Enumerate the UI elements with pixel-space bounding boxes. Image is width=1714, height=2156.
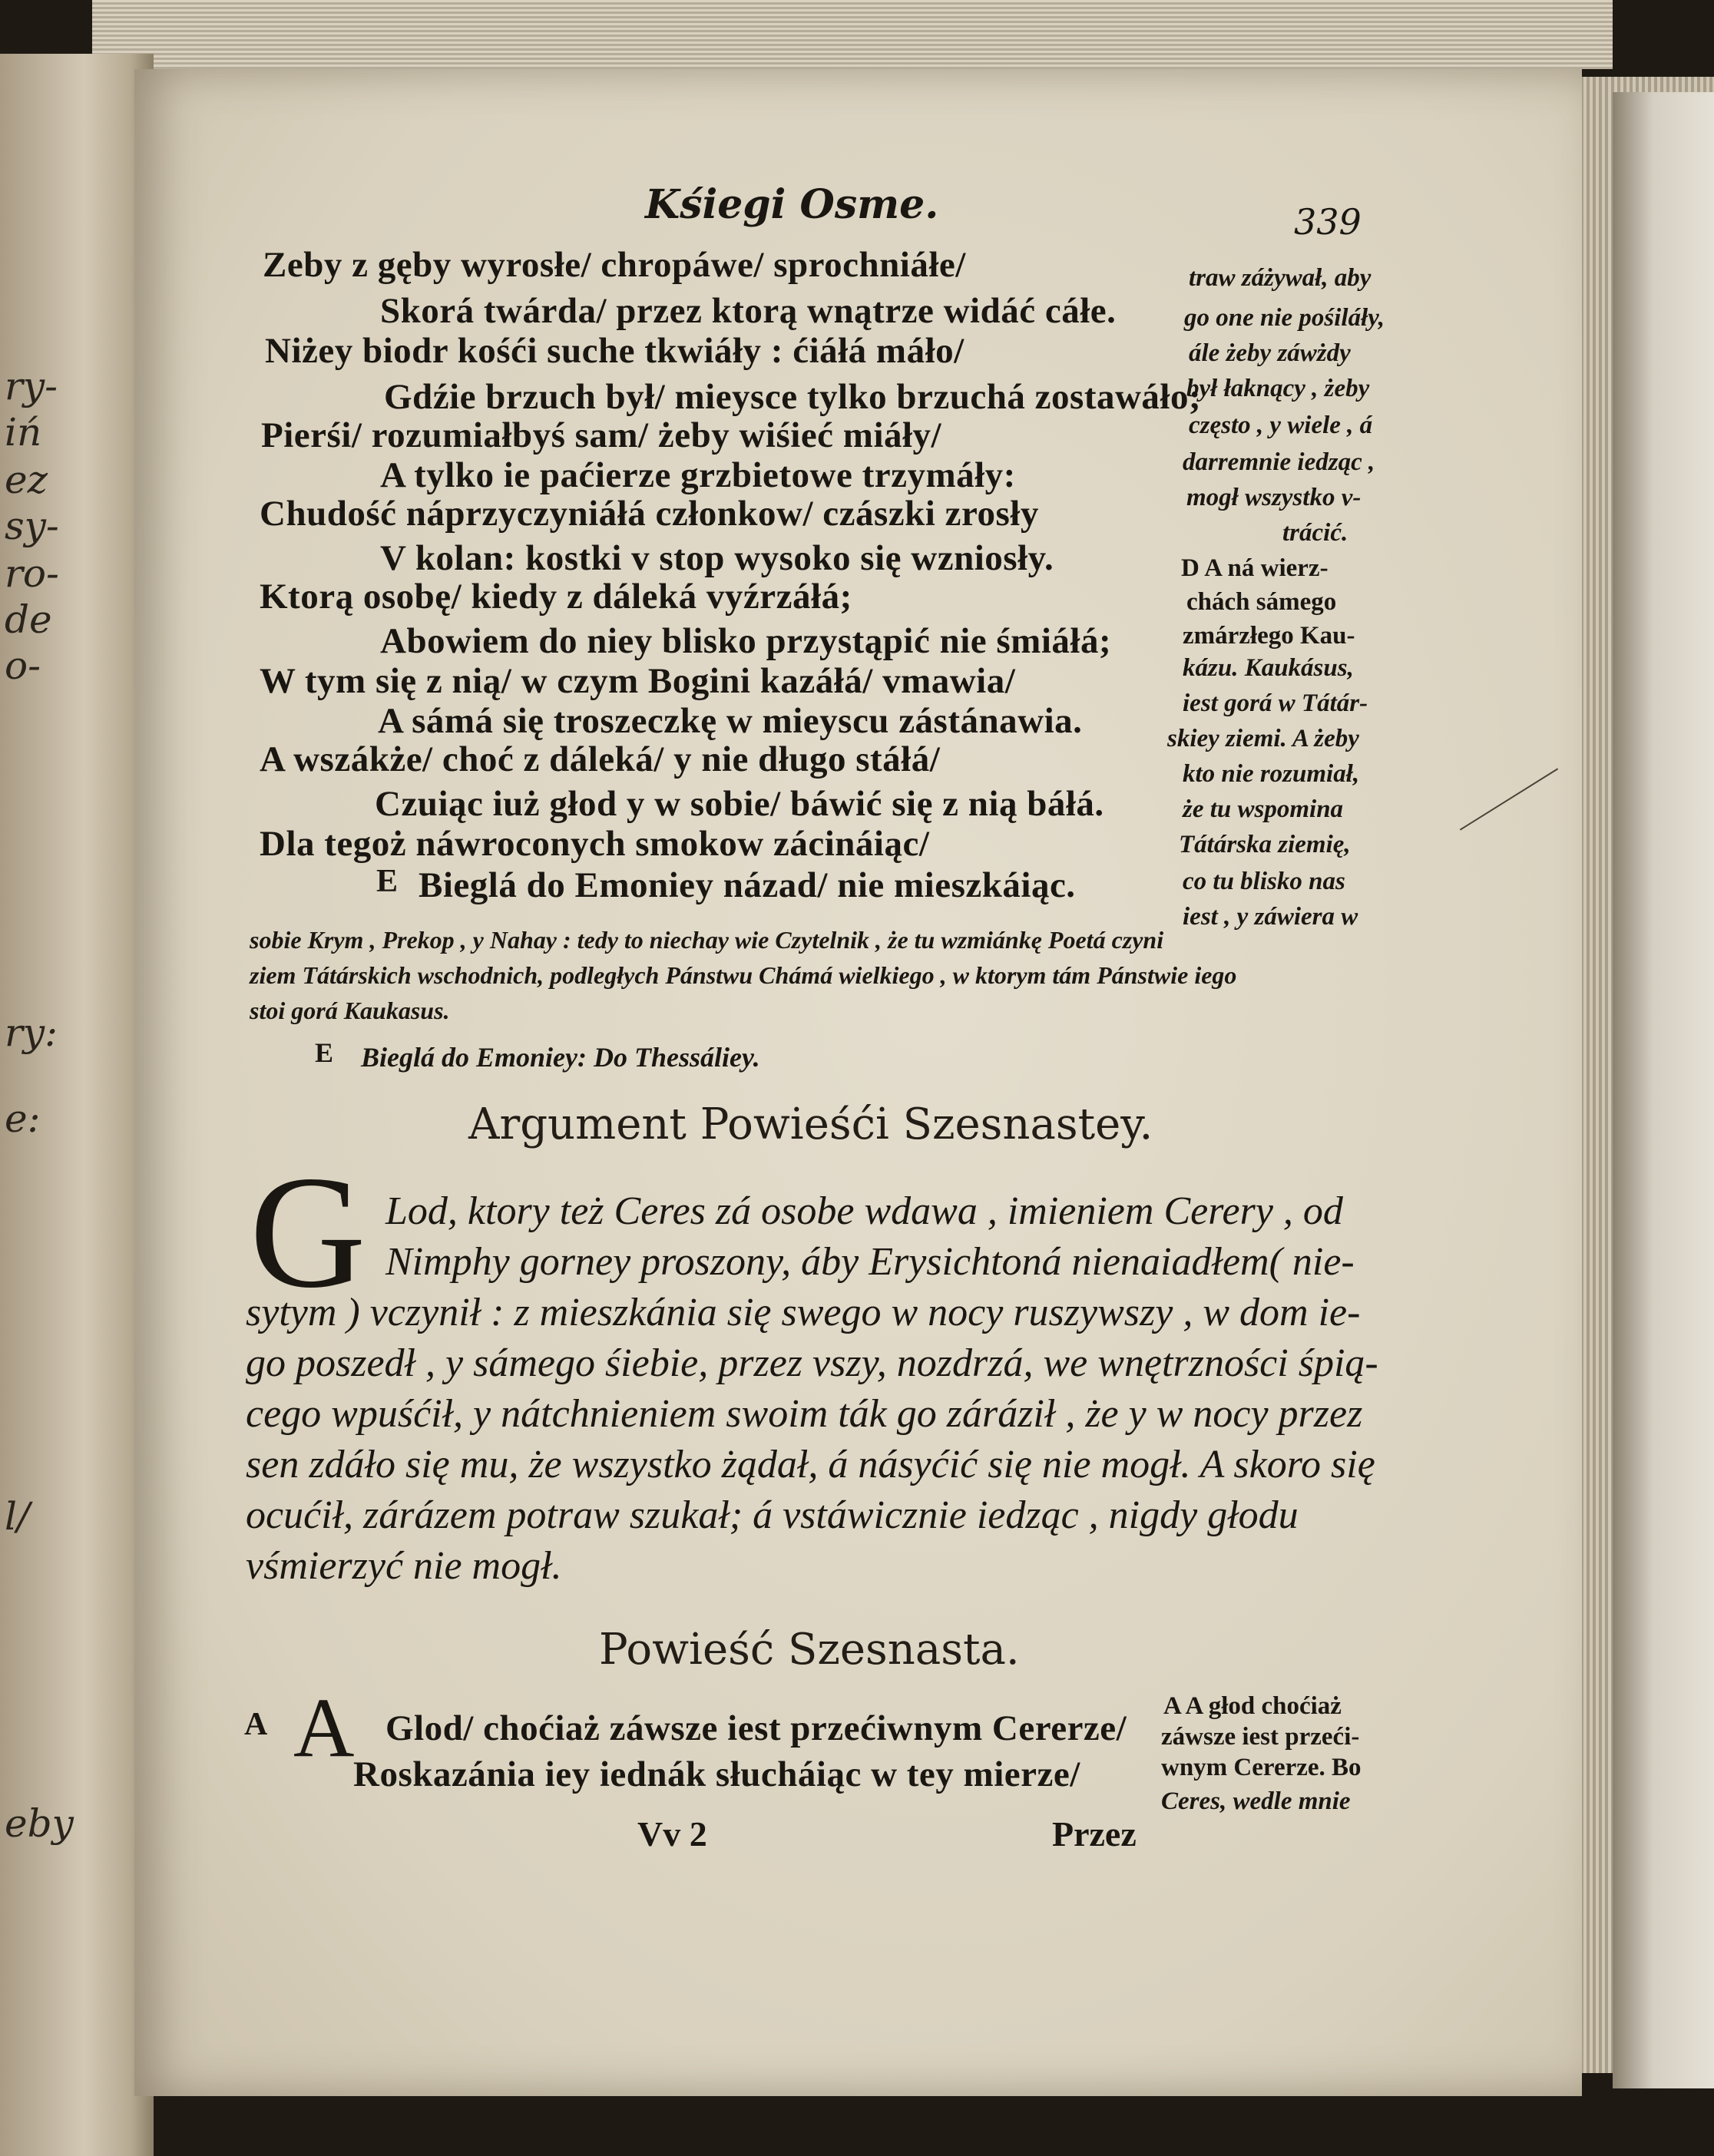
book-top-edge [92, 0, 1613, 69]
margin-note: iest , y záwiera w [1183, 903, 1358, 931]
margin-note: chách sámego [1186, 588, 1337, 616]
left-fragment: iń [5, 410, 42, 455]
tale-margin-note: záwsze iest przeći- [1161, 1723, 1360, 1751]
book-cover-edge [1613, 92, 1714, 2088]
margin-note: kto nie rozumiał, [1183, 760, 1360, 788]
margin-note: był łaknący , żeby [1186, 375, 1370, 402]
margin-note: mogł wszystko v- [1186, 484, 1362, 511]
margin-note: co tu blisko nas [1183, 868, 1345, 895]
argument-line: sytym ) vczynił : z mieszkánia się swego w nocy ruszywszy , w dom ie- [246, 1291, 1361, 1334]
argument-line: sen zdáło się mu, że wszystko żądał, á násyćić się nie mogł. A skoro się [246, 1443, 1375, 1486]
left-fragment: o- [5, 643, 41, 688]
tale-drop-cap: A [293, 1681, 355, 1774]
tale-heading: Powieść Szesnasta. [599, 1625, 1020, 1675]
verse-line: A tylko ie paćierze grzbietowe trzymáły: [380, 455, 1016, 495]
page-number: 339 [1294, 201, 1362, 243]
left-fragment: sy- [5, 504, 59, 548]
verse-line: V kolan: kostki v stop wysoko się wzniosły. [380, 538, 1054, 578]
margin-note: kázu. Kaukásus, [1183, 654, 1354, 682]
tale-margin-note: Ceres, wedle mnie [1161, 1787, 1351, 1815]
drop-cap: G [250, 1143, 366, 1321]
verse-line: Bieglá do Emoniey názad/ nie mieszkáiąc. [419, 865, 1076, 905]
left-fragment: de [5, 597, 52, 642]
note-letter: E [376, 864, 399, 899]
verse-line: Chudość náprzyczyniáłá członkow/ czászki zrosły [260, 494, 1039, 534]
footnote-line: stoi gorá Kaukasus. [250, 997, 450, 1024]
argument-line: vśmierzyć nie mogł. [246, 1544, 562, 1588]
tale-note-letter: A [244, 1707, 268, 1742]
argument-line: go poszedł , y sámego śiebie, przez vszy, nozdrzá, we wnętrzności śpią- [246, 1341, 1378, 1385]
margin-note: D A ná wierz- [1181, 554, 1329, 582]
tale-line: Glod/ choćiaż záwsze iest przećiwnym Cererze/ [385, 1708, 1127, 1748]
left-fragment: ez [5, 458, 48, 502]
verse-line: Dla tegoż náwroconych smokow zácináiąc/ [260, 824, 930, 864]
verse-line: Gdźie brzuch był/ mieysce tylko brzuchá zostawáło; [384, 377, 1202, 417]
footnote-e: Bieglá do Emoniey: Do Thessáliey. [361, 1042, 760, 1073]
signature-mark: Vv 2 [637, 1814, 707, 1853]
argument-line: ocućił, zárázem potraw szukał; á vstáwicznie iedząc , nigdy głodu [246, 1493, 1299, 1537]
left-fragment: ry- [5, 364, 58, 408]
footnote-line: ziem Tátárskich wschodnich, podległych Pánstwu Chámá wielkiego , w ktorym tám Pánstwie iego [250, 961, 1237, 989]
verse-line: Niżey biodr kośći suche tkwiáły : ćiáłá máło/ [265, 331, 965, 371]
margin-note: iest gorá w Tátár- [1183, 689, 1368, 717]
verse-line: Abowiem do niey blisko przystąpić nie śmiáłá; [380, 621, 1112, 661]
tale-margin-note: wnym Cererze. Bo [1161, 1754, 1362, 1781]
tale-line: Roskazánia iey iednák słucháiąc w tey mierze/ [353, 1754, 1080, 1794]
margin-note: zmárzłego Kau- [1183, 622, 1355, 650]
margin-note: że tu wspomina [1183, 795, 1344, 823]
left-fragment: eby [5, 1801, 74, 1846]
running-head: Kśiegi Osme. [645, 181, 939, 228]
margin-note: go one nie pośiláły, [1184, 304, 1385, 332]
margin-note: trácić. [1282, 519, 1348, 547]
argument-line: Lod, ktory też Ceres zá osobe wdawa , imieniem Cerery , od [385, 1189, 1343, 1233]
verse-line: A wszákże/ choć z dáleká/ y nie długo stáłá/ [260, 739, 941, 779]
argument-line: Nimphy gorney proszony, áby Erysichtoná nienaiadłem( nie- [385, 1240, 1355, 1284]
left-fragment: l/ [5, 1494, 30, 1539]
margin-note: darremnie iedząc , [1183, 448, 1375, 476]
tale-margin-note: A A głod choćiaż [1163, 1692, 1342, 1720]
verse-line: Czuiąc iuż głod y w sobie/ báwić się z nią báłá. [375, 784, 1104, 824]
catchword: Przez [1052, 1814, 1137, 1853]
margin-note: ále żeby záwżdy [1189, 339, 1351, 367]
verse-line: Pierśi/ rozumiałbyś sam/ żeby wiśieć miáły/ [261, 415, 942, 455]
left-fragment: ry: [5, 1010, 58, 1055]
margin-note: skiey ziemi. A żeby [1167, 725, 1359, 752]
argument-line: cego wpuśćił, y nátchnieniem swoim ták go záráził , że y w nocy przez [246, 1392, 1363, 1436]
footnote-letter: E [315, 1037, 334, 1068]
argument-heading: Argument Powieśći Szesnastey. [468, 1099, 1153, 1149]
margin-note: traw záżywał, aby [1189, 264, 1372, 292]
margin-note: Tátárska ziemię, [1179, 831, 1351, 858]
verse-line: Zeby z gęby wyrosłe/ chropáwe/ sprochniáłe/ [263, 245, 966, 285]
verse-line: W tym się z nią/ w czym Bogini kazáłá/ vmawia/ [260, 661, 1016, 701]
left-fragment: e: [5, 1096, 41, 1141]
footnote-line: sobie Krym , Prekop , y Nahay : tedy to niechay wie Czytelnik , że tu wzmiánkę Poetá czyni [250, 926, 1164, 954]
margin-note: często , y wiele , á [1189, 412, 1373, 439]
verse-line: Ktorą osobę/ kiedy z dáleká vyźrzáłá; [260, 577, 852, 617]
left-fragment: ro- [5, 551, 59, 596]
verse-line: Skorá twárda/ przez ktorą wnątrze widáć cáłe. [380, 291, 1117, 331]
left-page-strip [0, 54, 154, 2156]
verse-line: A sámá się troszeczkę w mieyscu zástánawia. [378, 701, 1083, 741]
